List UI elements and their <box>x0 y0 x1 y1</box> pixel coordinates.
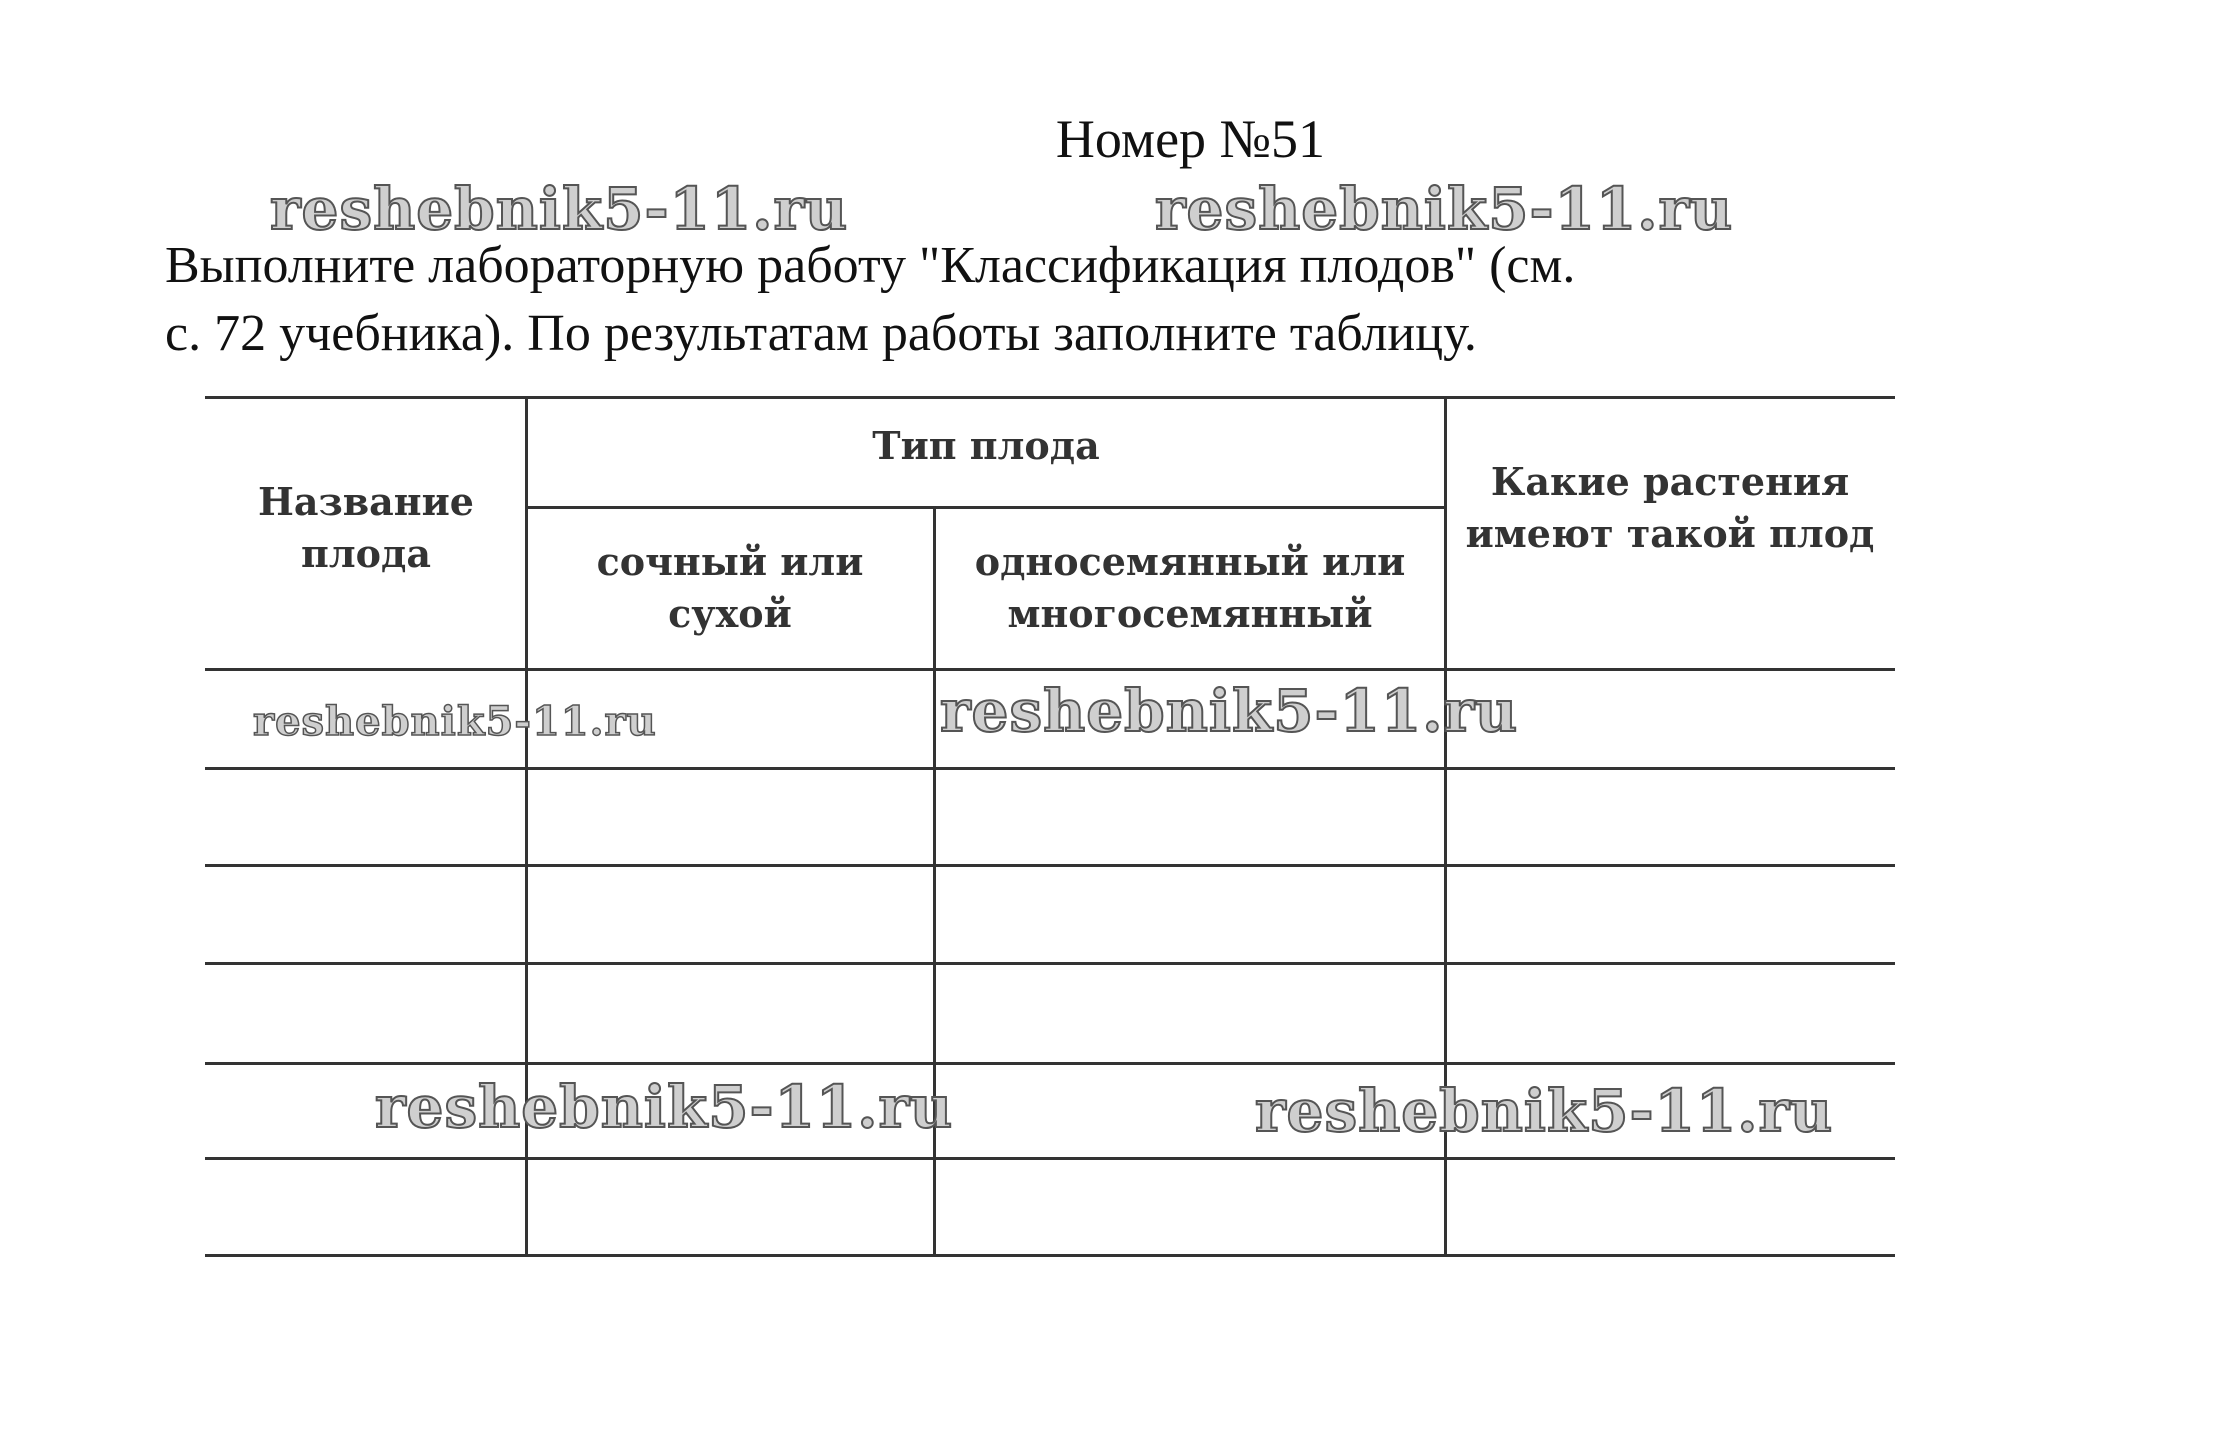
task-line: Выполните лабораторную работу "Классификация плодов" (см. <box>165 237 1576 294</box>
watermark: reshebnik5-11.ru <box>1255 1077 1834 1145</box>
table-row-line <box>205 767 1895 770</box>
task-text <box>165 232 1865 368</box>
table-row-line <box>205 1062 1895 1065</box>
table-subheader-line <box>527 506 1447 509</box>
watermark: reshebnik5-11.ru <box>253 698 657 745</box>
watermark: reshebnik5-11.ru <box>375 1073 954 1141</box>
table-row-line <box>205 962 1895 965</box>
watermark: reshebnik5-11.ru <box>940 677 1519 745</box>
header-fruit-type: Тип плода <box>872 423 1100 468</box>
header-seed-count: односемянный или многосемянный <box>974 539 1406 636</box>
watermark: reshebnik5-11.ru <box>270 175 849 243</box>
table-row-line <box>205 864 1895 867</box>
table-border-bottom <box>205 1254 1895 1257</box>
table-header-bottom <box>205 668 1895 671</box>
watermark: reshebnik5-11.ru <box>1155 175 1734 243</box>
task-line: с. 72 учебника). По результатам работы заполните таблицу. <box>165 305 1477 362</box>
header-juicy-or-dry: сочный или сухой <box>596 539 864 636</box>
table-column-line <box>933 506 936 1257</box>
table-row-line <box>205 1157 1895 1160</box>
table-border-top <box>205 396 1895 399</box>
page-title: Номер №51 <box>1055 109 1326 169</box>
header-plants: Какие растения имеют такой плод <box>1465 459 1875 556</box>
header-fruit-name: Название плода <box>258 479 474 576</box>
